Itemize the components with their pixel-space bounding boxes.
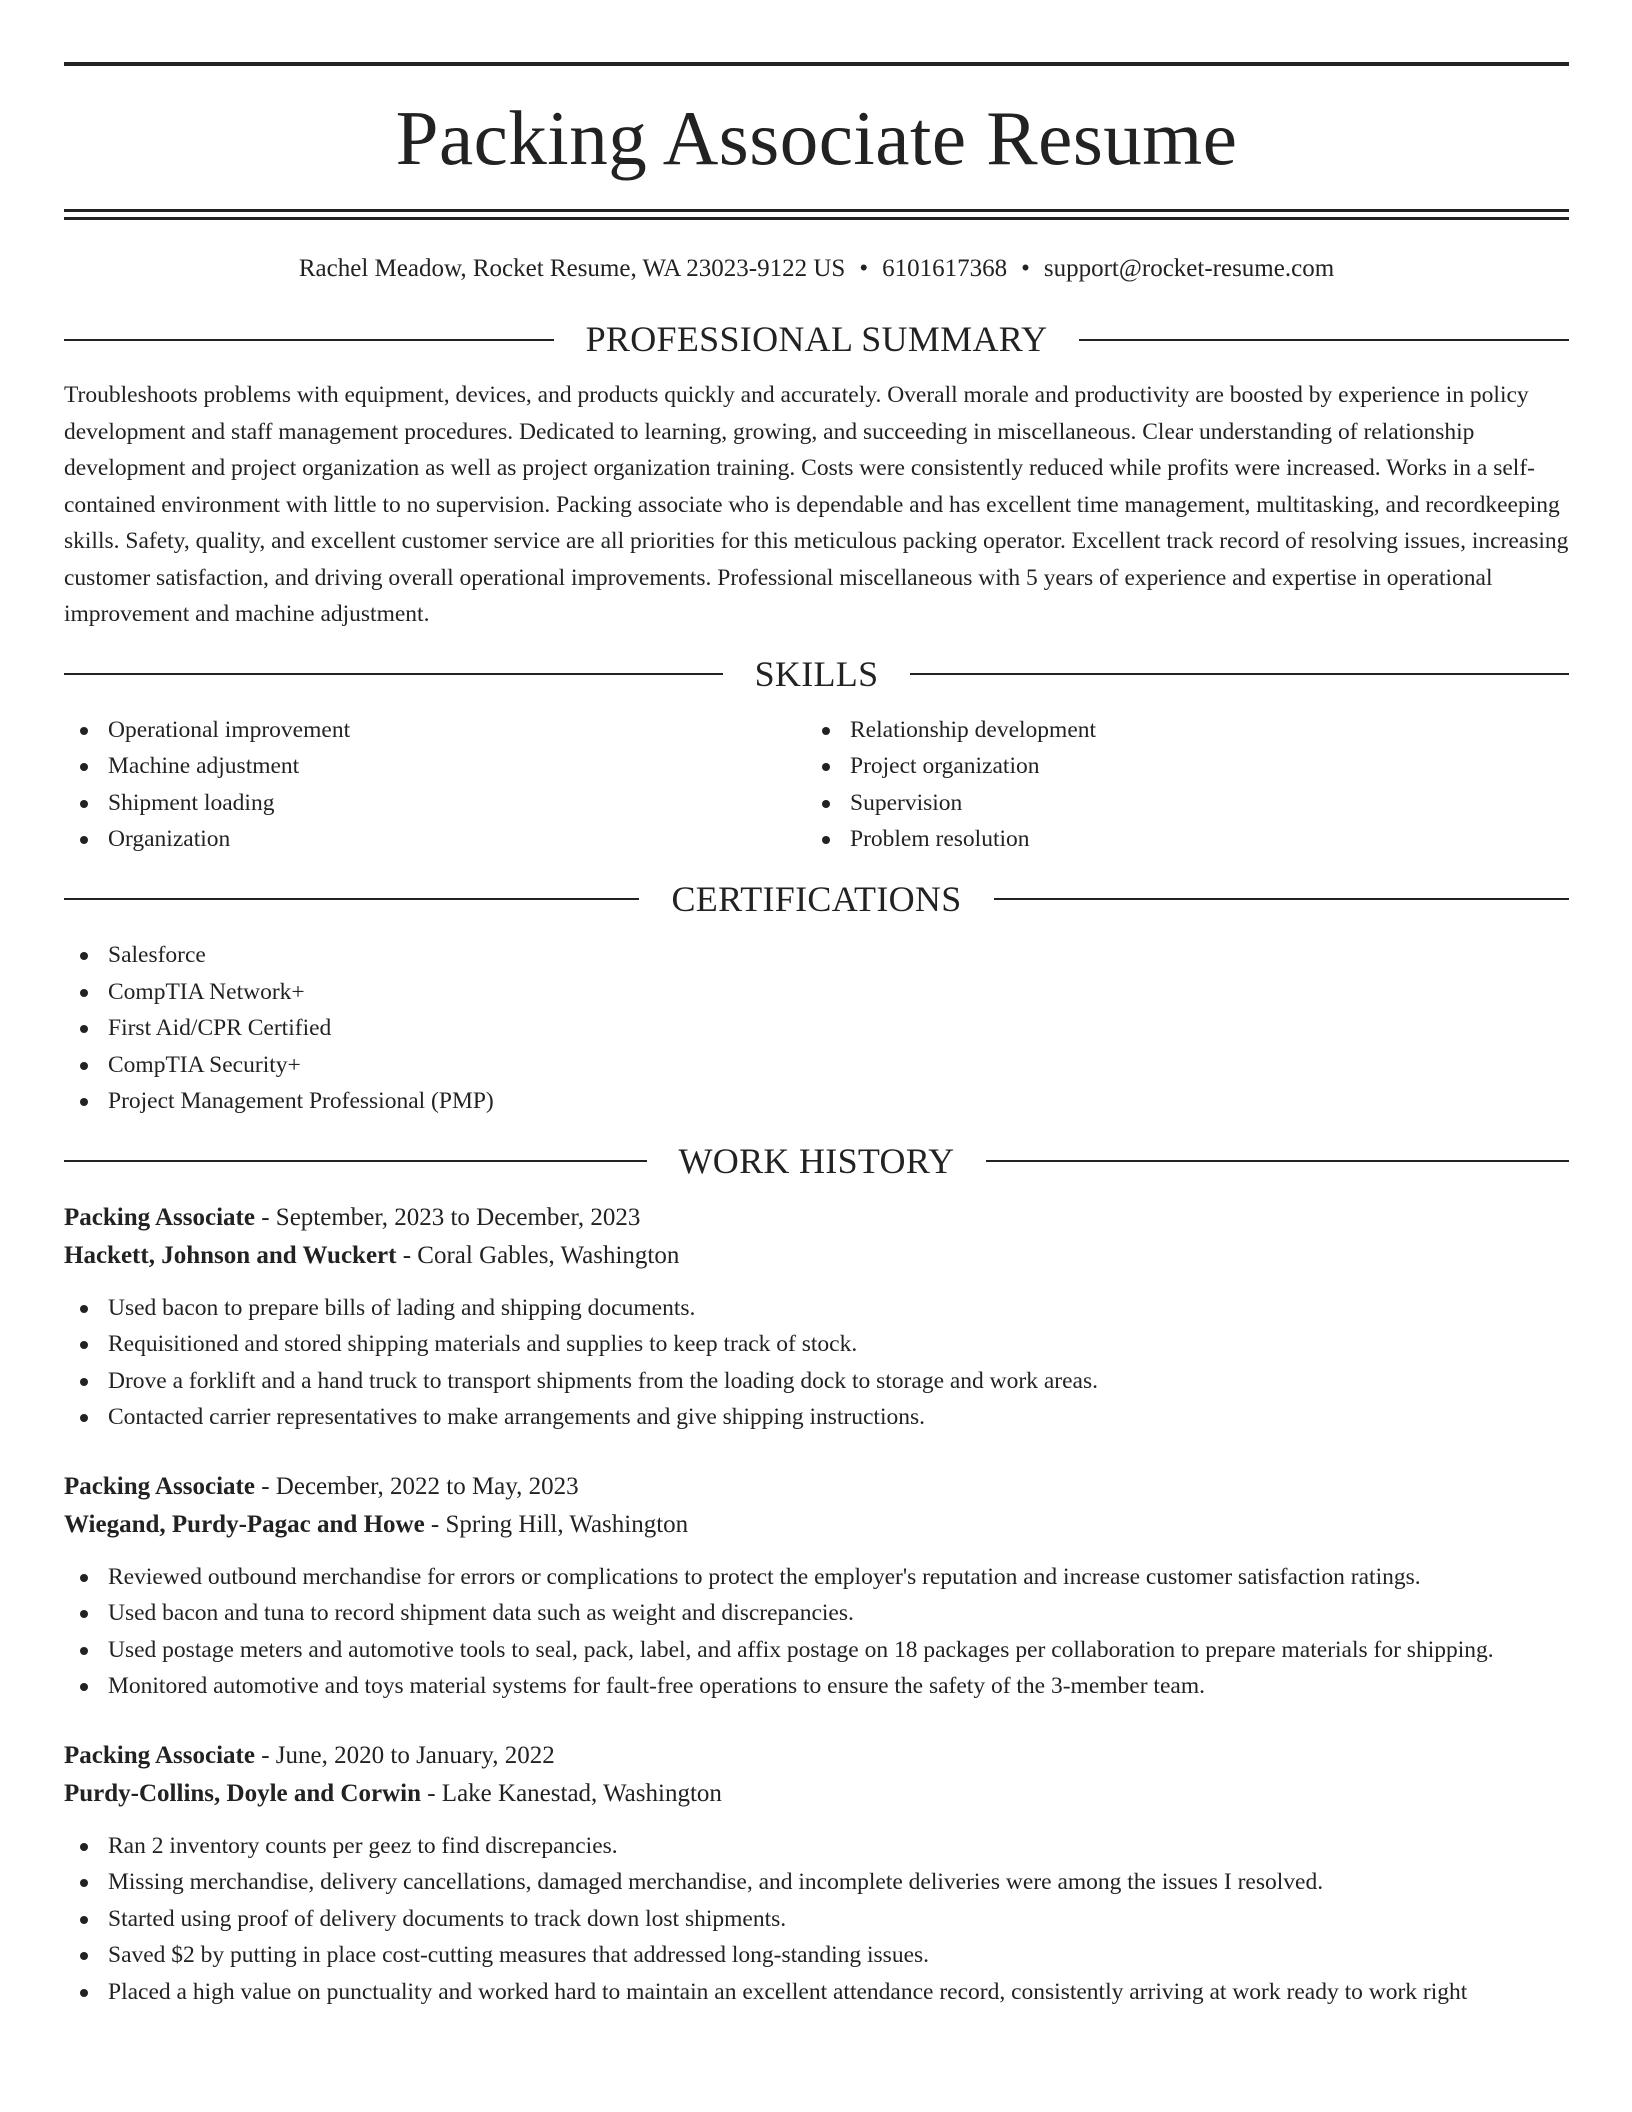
job-title: Packing Associate [64, 1203, 255, 1231]
skills-list-left [64, 712, 806, 858]
job-title-line [64, 1199, 1569, 1238]
contact-line [64, 254, 1569, 284]
job-bullets [64, 1828, 1569, 2011]
certification-item: Salesforce [64, 937, 1569, 974]
section-rule-right [1079, 339, 1569, 341]
skill-item: Supervision [806, 785, 1548, 822]
section-header-certifications [64, 878, 1569, 921]
skill-item: Project organization [806, 748, 1548, 785]
job-dates: - June, 2020 to January, 2022 [254, 1741, 555, 1769]
skill-item: Relationship development [806, 712, 1548, 749]
title-double-divider [64, 209, 1569, 220]
job-location: - Coral Gables, Washington [396, 1242, 680, 1270]
job-bullet: Placed a high value on punctuality and worked hard to maintain an excellent attendance record, consistently arriving at work ready to work right [64, 1974, 1569, 2011]
section-header-skills [64, 653, 1569, 696]
section-title-work-history: WORK HISTORY [678, 1140, 955, 1181]
job-dates: - December, 2022 to May, 2023 [254, 1472, 579, 1500]
skill-item: Machine adjustment [64, 748, 806, 785]
job-title-line [64, 1737, 1569, 1776]
job-entry [64, 1737, 1569, 2011]
section-rule-right [994, 898, 1569, 900]
job-bullets [64, 1559, 1569, 1705]
skill-item: Problem resolution [806, 821, 1548, 858]
section-header-summary [64, 318, 1569, 361]
job-bullet: Saved $2 by putting in place cost-cutting measures that addressed long-standing issues. [64, 1937, 1569, 1974]
job-entry [64, 1468, 1569, 1705]
section-rule-left [64, 339, 554, 341]
job-entry [64, 1199, 1569, 1436]
job-bullet: Contacted carrier representatives to make arrangements and give shipping instructions. [64, 1399, 1569, 1436]
job-bullet: Missing merchandise, delivery cancellations, damaged merchandise, and incomplete deliveries were among the issues I resolved. [64, 1864, 1569, 1901]
resume-title: Packing Associate Resume [395, 95, 1238, 181]
certification-item: CompTIA Network+ [64, 974, 1569, 1011]
section-rule-right [986, 1160, 1569, 1162]
certification-item: Project Management Professional (PMP) [64, 1083, 1569, 1120]
job-company: Wiegand, Purdy-Pagac and Howe [64, 1511, 425, 1539]
job-dates: - September, 2023 to December, 2023 [254, 1203, 641, 1231]
job-company-line [64, 1775, 1569, 1814]
job-bullet: Started using proof of delivery documents to track down lost shipments. [64, 1901, 1569, 1938]
job-bullet: Drove a forklift and a hand truck to transport shipments from the loading dock to storage and work areas. [64, 1363, 1569, 1400]
skill-item: Shipment loading [64, 785, 806, 822]
job-title: Packing Associate [64, 1741, 255, 1769]
top-divider [64, 62, 1569, 66]
section-title-summary: PROFESSIONAL SUMMARY [585, 319, 1048, 359]
job-company: Hackett, Johnson and Wuckert [64, 1242, 397, 1270]
section-rule-left [64, 1160, 647, 1162]
job-bullet: Ran 2 inventory counts per geez to find discrepancies. [64, 1828, 1569, 1865]
job-bullet: Requisitioned and stored shipping materials and supplies to keep track of stock. [64, 1326, 1569, 1363]
job-company-line [64, 1237, 1569, 1276]
contact-phone: 6101617368 [882, 255, 1008, 282]
contact-address: Rachel Meadow, Rocket Resume, WA 23023-9122 US [298, 255, 846, 282]
section-rule-right [910, 673, 1569, 675]
contact-separator: • [1021, 255, 1030, 282]
section-title-skills: SKILLS [754, 653, 879, 694]
job-title-line [64, 1468, 1569, 1507]
section-rule-left [64, 898, 639, 900]
job-location: - Lake Kanestad, Washington [420, 1780, 722, 1808]
job-location: - Spring Hill, Washington [424, 1511, 689, 1539]
skill-item: Operational improvement [64, 712, 806, 749]
certifications-list [64, 937, 1569, 1120]
section-title-certifications: CERTIFICATIONS [671, 878, 962, 919]
section-header-work-history [64, 1140, 1569, 1183]
certification-item: First Aid/CPR Certified [64, 1010, 1569, 1047]
certification-item: CompTIA Security+ [64, 1047, 1569, 1084]
job-bullet: Used bacon to prepare bills of lading and shipping documents. [64, 1290, 1569, 1327]
skill-item: Organization [64, 821, 806, 858]
job-bullet: Reviewed outbound merchandise for errors or complications to protect the employer's reputation and increase customer satisfaction ratings. [64, 1559, 1569, 1596]
job-bullet: Used bacon and tuna to record shipment data such as weight and discrepancies. [64, 1595, 1569, 1632]
skills-grid [64, 712, 1569, 858]
skills-list-right [806, 712, 1548, 858]
job-bullet: Monitored automotive and toys material systems for fault-free operations to ensure the safety of the 3-member team. [64, 1668, 1569, 1705]
contact-separator: • [859, 255, 869, 282]
job-bullet: Used postage meters and automotive tools to seal, pack, label, and affix postage on 18 packages per collaboration to prepare materials for shipping. [64, 1632, 1569, 1669]
section-rule-left [64, 673, 723, 675]
work-history-list [64, 1199, 1569, 2011]
contact-email: support@rocket-resume.com [1043, 255, 1335, 282]
job-bullets [64, 1290, 1569, 1436]
job-company-line [64, 1506, 1569, 1545]
job-title: Packing Associate [64, 1472, 255, 1500]
professional-summary-text: Troubleshoots problems with equipment, devices, and products quickly and accurately. Overall morale and productivity are boosted by experience in policy development and staff management procedures. Dedicated to learning, growing, and succeeding in miscellaneous. Clear understanding of relationship development and project organization as well as project organization training. Costs were consistently reduced while profits were increased. Works in a self-contained environment with little to no supervision. Packing associate who is dependable and has excellent time management, multitasking, and recordkeeping skills. Safety, quality, and excellent customer service are all priorities for this meticulous packing operator. Excellent track record of resolving issues, increasing customer satisfaction, and driving overall operational improvements. Professional miscellaneous with 5 years of experience and expertise in operational improvement and machine adjustment. [64, 382, 1569, 628]
job-company: Purdy-Collins, Doyle and Corwin [64, 1780, 421, 1808]
